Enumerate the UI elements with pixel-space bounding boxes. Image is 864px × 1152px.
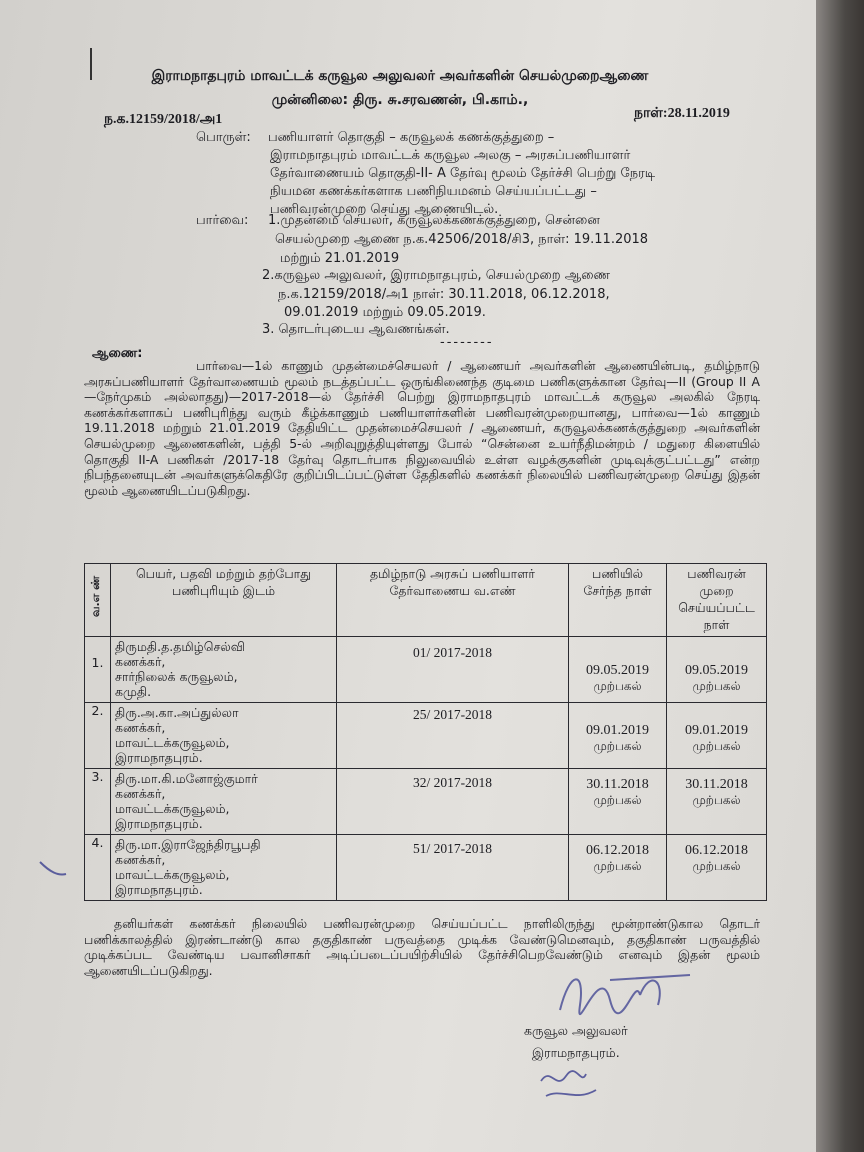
reference-label: பார்வை: [196,213,249,228]
reference-item: மற்றும் 21.01.2019 [280,251,400,266]
employee-cell [111,769,337,835]
employee-name: திரு.அ.கா.அப்துல்லா [115,705,239,720]
regularisation-date: 09.05.2019 முற்பகல் [667,637,767,703]
employee-office: சார்நிலைக் கருவூலம், [115,669,238,684]
subject-line: நியமன கணக்கர்களாக பணிநியமனம் செய்யப்பட்டது – [270,184,597,199]
reference-item: 2.கருவூல அலுவலர், இராமநாதபுரம், செயல்முறை ஆணை [262,268,611,283]
signature-block [524,1020,628,1064]
employee-post: கணக்கர், [115,786,166,801]
regularisation-date-header: பணிவரன் முறை செய்யப்பட்ட நாள் [667,564,767,637]
employee-post: கணக்கர், [115,720,166,735]
table-row [85,637,767,703]
margin-tick [36,850,76,890]
employee-place: கமுதி. [115,684,152,699]
employee-post: கணக்கர், [115,654,166,669]
serial-number: 2. [85,703,111,769]
table-row [85,703,767,769]
employee-cell [111,637,337,703]
order-label: ஆணை: [92,346,143,361]
reference-item: ந.க.12159/2018/அ1 நாள்: 30.11.2018, 06.12.2018, [278,287,610,302]
table-row [85,769,767,835]
reference-item: 3. தொடர்புடைய ஆவணங்கள். [262,322,450,337]
table-header-row [85,564,767,637]
employee-place: இராமநாதபுரம். [115,816,203,831]
employee-place: இராமநாதபுரம். [115,750,203,765]
employee-name: திரு.மா.இராஜேந்திரபூபதி [115,837,261,852]
tnpsc-number: 01/ 2017-2018 [337,637,569,703]
order-date: நாள்:28.11.2019 [634,106,730,121]
reference-item: 09.01.2019 மற்றும் 09.05.2019. [284,305,486,320]
serial-header: வ.எ ண் [85,564,111,637]
serial-number: 4. [85,835,111,901]
signatory-place: இராமநாதபுரம். [531,1045,620,1060]
joining-date: 30.11.2018 முற்பகல் [569,769,667,835]
regularisation-date: 09.01.2019 முற்பகல் [667,703,767,769]
tnpsc-number: 25/ 2017-2018 [337,703,569,769]
reference-item: செயல்முறை ஆணை ந.க.42506/2018/சி3, நாள்: 19.11.2018 [275,232,649,247]
tnpsc-number: 51/ 2017-2018 [337,835,569,901]
background-edge [816,0,864,1152]
employee-office: மாவட்டக்கருவூலம், [115,801,230,816]
subject-line: இராமநாதபுரம் மாவட்டக் கருவூல அலகு – அரசுப்பணியாளர் [270,148,631,163]
order-body: பார்வை—1ல் காணும் முதன்மைச்செயலர் / ஆணையர் அவர்களின் ஆணையின்படி, தமிழ்நாடு அரசுப்பணியாளர் தேர்வாணையம் மூலம் நடத்தப்பட்ட ஒருங்கிணைந்த குடிமை பணிகளுக்கான தேர்வு—II (Group II A —நேர்முகம் அல்லாதது)—2017-2018—ல் தேர்ச்சி பெற்று இராமநாதபுரம் மாவட்டக் கருவூல அலகில் நேரடி கணக்கர்களாகப் பணிபுரிந்து வரும் கீழ்க்காணும் பணியாளர்களின் பணிவரன்முறையானது, பார்வை—1ல் காணும் 19.11.2018 மற்றும் 21.01.2019 தேதியிட்ட முதன்மைச்செயலர் / ஆணையர், கருவூலக்கணக்குத்துறை அவர்களின் செயல்முறை ஆணைகளின், பத்தி 5-ல் அறிவுறுத்தியுள்ளது போல் “சென்னை உயர்நீதிமன்றம் / மதுரை கிளையில் தொகுதி II-A பணிகள் /2017-18 தேர்வு தொடர்பாக நிலுவையில் உள்ள வழக்குகளின் முடிவுக்குட்பட்டது” என்ற நிபந்தனையுடன் அவர்களுக்கெதிரே குறிப்பிடப்பட்டுள்ள தேதிகளில் கணக்கர் நிலையில் பணிவரன்முறை செய்து இதன் மூலம் ஆணையிடப்படுகிறது. [84,358,760,498]
table-row [85,835,767,901]
employee-post: கணக்கர், [115,852,166,867]
signatory-designation: கருவூல அலுவலர் [524,1023,628,1038]
signature-mark [540,950,700,1030]
reference-item: 1.முதன்மை செயலர், கருவூலக்கணக்குத்துறை, சென்னை [268,213,600,228]
employee-cell [111,835,337,901]
closing-body: தனியர்கள் கணக்கர் நிலையில் பணிவரன்முறை செய்யப்பட்ட நாளிலிருந்து மூன்றாண்டுகால தொடர் பணிக்காலத்தில் இரண்டாண்டு கால தகுதிகாண் பருவத்தை முடிக்க வேண்டுமெனவும், தகுதிகாண் பருவத்தில் முடிக்கப்பட வேண்டிய பவானிசாகர் அடிப்படைப்பயிற்சியில் தேர்ச்சிபெறவேண்டும் எனவும் இதன் மூலம் ஆணையிடப்படுகிறது. [84,916,760,978]
joining-date: 06.12.2018 முற்பகல் [569,835,667,901]
joining-date-header: பணியில் சேர்ந்த நாள் [569,564,667,637]
tnpsc-header: தமிழ்நாடு அரசுப் பணியாளர் தேர்வாணைய வ.எண் [337,564,569,637]
employee-name: திரு.மா.கி.மனோஜ்குமார் [115,771,258,786]
regularisation-date: 30.11.2018 முற்பகல் [667,769,767,835]
tnpsc-number: 32/ 2017-2018 [337,769,569,835]
subject-line: பணிவரன்முறை செய்து ஆணையிடல். [270,202,499,217]
employee-name: திருமதி.த.தமிழ்செல்வி [115,639,245,654]
subject-line: பணியாளர் தொகுதி – கருவூலக் கணக்குத்துறை – [268,130,555,145]
serial-number: 1. [85,637,111,703]
subject-label: பொருள்: [196,130,251,145]
separator: -------- [440,335,494,350]
employee-office: மாவட்டக்கருவூலம், [115,867,230,882]
employee-place: இராமநாதபுரம். [115,882,203,897]
regularisation-date: 06.12.2018 முற்பகல் [667,835,767,901]
reference-number: ந.க.12159/2018/அ1 [104,112,223,127]
employee-cell [111,703,337,769]
joining-date: 09.05.2019 முற்பகல் [569,637,667,703]
initials-mark [536,1066,606,1106]
appointment-table [84,563,767,901]
document-title: இராமநாதபுரம் மாவட்டக் கருவூல அலுவலர் அவர்களின் செயல்முறைஆணை [151,68,649,84]
subject-line: தேர்வாணையம் தொகுதி-II- A தேர்வு மூலம் தேர்ச்சி பெற்று நேரடி [270,166,656,181]
name-header: பெயர், பதவி மற்றும் தற்போது பணிபுரியும் இடம் [111,564,337,637]
serial-number: 3. [85,769,111,835]
joining-date: 09.01.2019 முற்பகல் [569,703,667,769]
presided-by: முன்னிலை: திரு. சு.சரவணன், பி.காம்., [271,92,529,108]
employee-office: மாவட்டக்கருவூலம், [115,735,230,750]
